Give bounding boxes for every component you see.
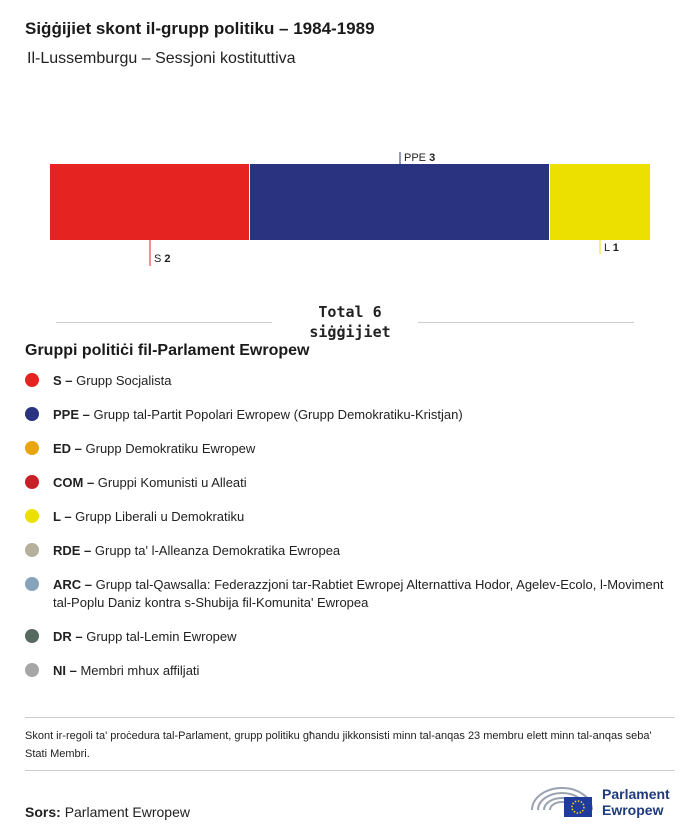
legend-swatch xyxy=(25,441,39,455)
total-seats-label: Total 6 siġġijiet xyxy=(309,303,391,341)
source xyxy=(25,804,190,820)
legend-label: DR – Grupp tal-Lemin Ewropew xyxy=(53,629,237,644)
legend-swatch xyxy=(25,629,39,643)
legend-label: L – Grupp Liberali u Demokratiku xyxy=(53,509,245,524)
legend-label: S – Grupp Socjalista xyxy=(53,373,172,388)
source-value: Parlament Ewropew xyxy=(64,804,190,820)
legend-swatch xyxy=(25,373,39,387)
stacked-bar-chart xyxy=(0,140,700,280)
eu-flag-icon xyxy=(564,797,592,817)
footnote: Skont ir-regoli ta' proċedura tal-Parlament, grupp politiku għandu jikkonsisti minn tal-anqas 23 membru elett minn tal-anqas seba' Stati Membri. xyxy=(25,730,652,760)
bar-label-ppe: PPE 3 xyxy=(404,152,436,164)
bar-segment-s xyxy=(50,164,249,240)
legend-label: RDE – Grupp ta' l-Alleanza Demokratika Ewropea xyxy=(53,543,341,558)
bar-segment-ppe xyxy=(250,164,549,240)
bar-label-l: L 1 xyxy=(604,242,619,254)
legend-label: COM – Gruppi Komunisti u Alleati xyxy=(53,475,247,490)
total-divider-left xyxy=(56,322,272,323)
bar-segment-l xyxy=(550,164,650,240)
bar-label-s: S 2 xyxy=(154,253,171,265)
legend-title: Gruppi politiċi fil-Parlament Ewropew xyxy=(25,342,310,359)
source-label: Sors: xyxy=(25,804,61,820)
legend-label: PPE – Grupp tal-Partit Popolari Ewropew (Grupp Demokratiku-Kristjan) xyxy=(53,407,463,422)
note-divider-top xyxy=(25,717,675,718)
legend-swatch xyxy=(25,663,39,677)
logo-text: Parlament Ewropew xyxy=(602,786,670,818)
chart-subtitle: Il-Lussemburgu – Sessjoni kostituttiva xyxy=(27,50,296,67)
legend-swatch xyxy=(25,509,39,523)
legend-swatch xyxy=(25,577,39,591)
legend-swatch xyxy=(25,407,39,421)
note-divider-bottom xyxy=(25,770,675,771)
total-divider-right xyxy=(418,322,634,323)
legend-swatch xyxy=(25,475,39,489)
legend-label: ED – Grupp Demokratiku Ewropew xyxy=(53,441,256,456)
legend-swatch xyxy=(25,543,39,557)
legend-label: NI – Membri mhux affiljati xyxy=(53,663,200,678)
legend-label: ARC – Grupp tal-Qawsalla: Federazzjoni tar-Rabtiet Ewropej Alternattiva Hodor, Agelev-Ecolo, l-Moviment tal-Poplu Daniz kontra s-Shubija fil-Komunita' Ewropea xyxy=(53,577,664,610)
chart-title: Siġġijiet skont il-grupp politiku – 1984-1989 xyxy=(25,19,375,38)
